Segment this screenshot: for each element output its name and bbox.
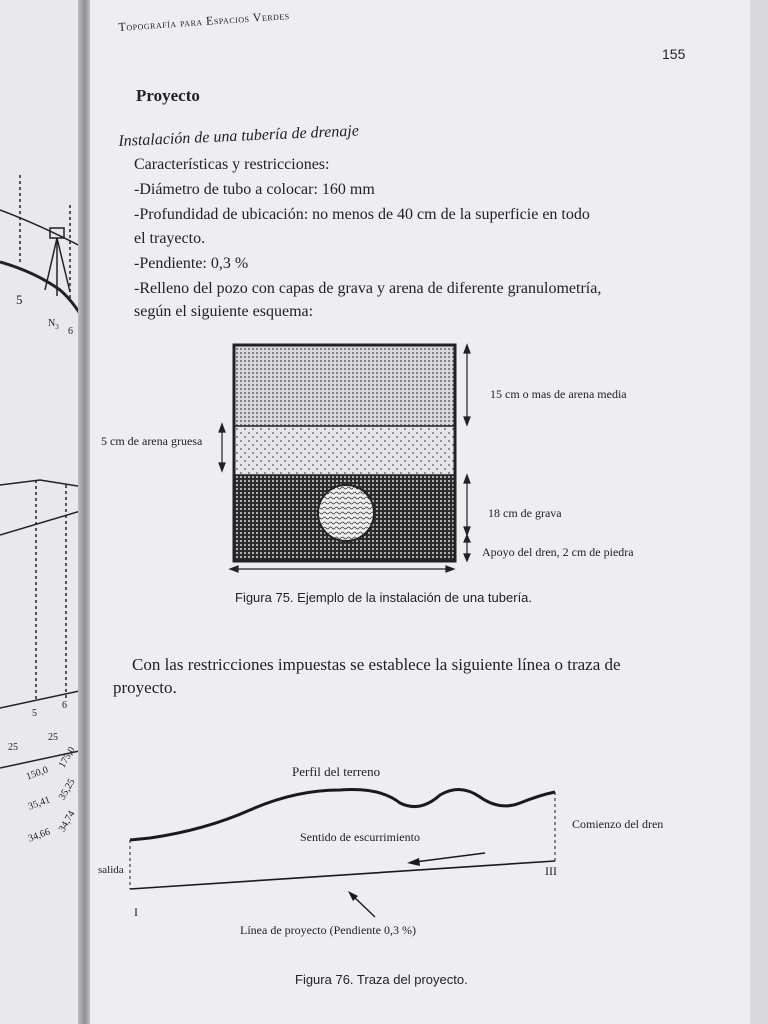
- body-line: según el siguiente esquema:: [134, 303, 314, 320]
- table-cell: 5: [32, 708, 37, 719]
- label-point-start: I: [134, 905, 138, 919]
- station-label: 6: [68, 326, 73, 337]
- body-line: -Pendiente: 0,3 %: [134, 255, 249, 272]
- station-label: 5: [16, 292, 23, 307]
- table-cell: 34,66: [26, 826, 52, 845]
- page-number: 155: [662, 46, 686, 62]
- table-cell: 35,25: [56, 777, 78, 802]
- flow-arrow: [415, 853, 485, 862]
- layer-coarse-sand: [234, 426, 455, 475]
- table-cell: 6: [62, 700, 67, 711]
- figure-75-drawing: [95, 335, 745, 580]
- label-project-line: Línea de proyecto (Pendiente 0,3 %): [240, 923, 416, 937]
- tripod-leg: [45, 238, 57, 290]
- label-bottom-layer: 18 cm de grava: [488, 506, 562, 520]
- body-line: el trayecto.: [134, 230, 206, 247]
- body-line: Características y restricciones:: [134, 156, 330, 173]
- sight-line: [0, 210, 84, 248]
- figure-76-caption: Figura 76. Traza del proyecto.: [295, 972, 468, 987]
- label-terrain: Perfil del terreno: [292, 764, 381, 779]
- label-base: Apoyo del dren, 2 cm de piedra: [482, 545, 634, 559]
- label-top-layer: 15 cm o mas de arena media: [490, 387, 627, 401]
- table-rule: [0, 690, 84, 708]
- figure-76-drawing: [95, 775, 745, 950]
- left-page-fragment: [0, 0, 84, 1024]
- label-middle-layer: 5 cm de arena gruesa: [101, 434, 203, 448]
- section-title: Proyecto: [136, 86, 200, 105]
- drain-pipe: [318, 485, 374, 541]
- table-cell: 175,0: [56, 745, 78, 770]
- flow-arrowhead: [407, 858, 420, 866]
- left-page-drawing: [0, 0, 84, 1024]
- paragraph-line: proyecto.: [113, 678, 177, 697]
- body-line: -Relleno del pozo con capas de grava y arena de diferente granulometría,: [134, 280, 602, 297]
- label-point-end: III: [545, 864, 557, 878]
- project-line: [130, 861, 555, 889]
- body-line: -Diámetro de tubo a colocar: 160 mm: [134, 181, 375, 198]
- paragraph-line: Con las restricciones impuestas se establece la siguiente línea o traza de: [132, 655, 621, 674]
- figure-75-caption: Figura 75. Ejemplo de la instalación de una tubería.: [235, 590, 533, 605]
- layer-medium-sand: [234, 345, 455, 426]
- label-outlet: salida: [98, 864, 124, 876]
- body-line: -Profundidad de ubicación: no menos de 40 cm de la superficie en todo: [134, 206, 590, 223]
- page-edge: [750, 0, 768, 1024]
- table-cell: 150,0: [24, 764, 50, 783]
- section-subtitle: Instalación de una tubería de drenaje: [118, 122, 360, 150]
- station-label: $N_3$: [48, 318, 59, 331]
- tripod-leg: [57, 238, 70, 292]
- table-cell: 35,41: [26, 794, 52, 813]
- profile-line: [0, 510, 84, 535]
- terrain-curve: [0, 262, 84, 320]
- running-header: Topografía para Espacios Verdes: [118, 8, 291, 34]
- label-drain-start: Comienzo del dren: [572, 817, 664, 831]
- table-cell: 25: [8, 742, 18, 753]
- label-flow: Sentido de escurrimiento: [300, 830, 420, 844]
- profile-line: [0, 480, 84, 487]
- table-cell: 34,74: [56, 809, 78, 834]
- table-cell: 25: [48, 732, 58, 743]
